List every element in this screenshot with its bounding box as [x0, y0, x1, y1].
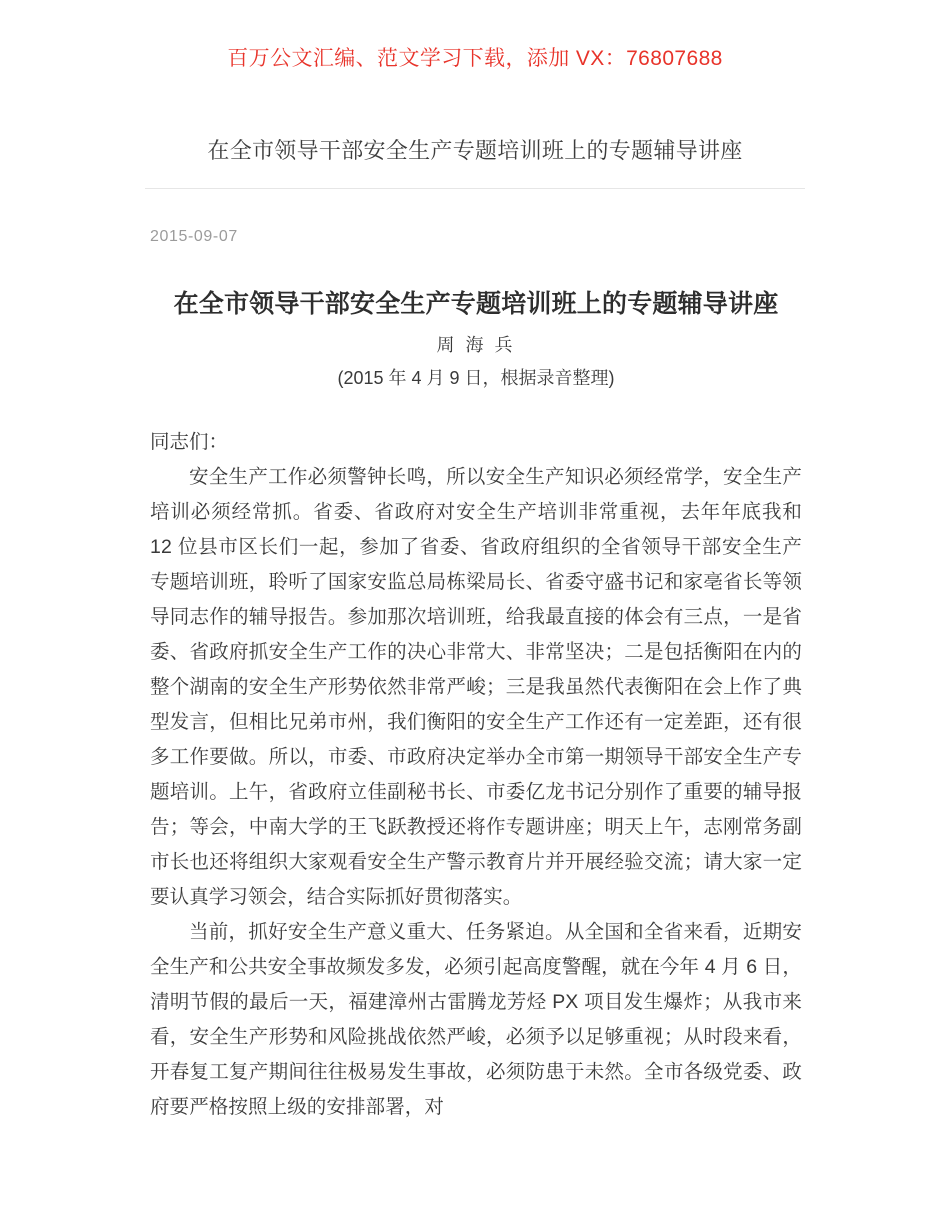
salutation: 同志们：	[150, 431, 229, 453]
article-title: 在全市领导干部安全生产专题培训班上的专题辅导讲座	[173, 290, 779, 318]
article-date: 2015-09-07	[150, 228, 238, 245]
promo-banner-text: 百万公文汇编、范文学习下载，添加 VX：76807688	[227, 47, 723, 70]
page-header	[150, 134, 800, 168]
body-paragraph: 当前，抓好安全生产意义重大、任务紧迫。从全国和全省来看，近期安全生产和公共安全事故频发多发，必须引起高度警醒，就在今年 4 月 6 日，清明节假的最后一天，福建漳州古雷腾龙芳烃 PX 项目发生爆炸；从我市来看，安全生产形势和风险挑战依然严峻，必须予以足够重视；从时段来看，开春复工复产期间往往极易发生事故，必须防患于未然。全市各级党委、政府要严格按照上级的安排部署，对	[150, 921, 802, 1118]
body-paragraph: 安全生产工作必须警钟长鸣，所以安全生产知识必须经常学，安全生产培训必须经常抓。省委、省政府对安全生产培训非常重视，去年年底我和 12 位县市区长们一起，参加了省委、省政府组织的全省领导干部安全生产专题培训班，聆听了国家安监总局栋梁局长、省委守盛书记和家亳省长等领导同志作的辅导报告。参加那次培训班，给我最直接的体会有三点，一是省委、省政府抓安全生产工作的决心非常大、非常坚决；二是包括衡阳在内的整个湖南的安全生产形势依然非常严峻；三是我虽然代表衡阳在会上作了典型发言，但相比兄弟市州，我们衡阳的安全生产工作还有一定差距，还有很多工作要做。所以，市委、市政府决定举办全市第一期领导干部安全生产专题培训。上午，省政府立佳副秘书长、市委亿龙书记分别作了重要的辅导报告；等会，中南大学的王飞跃教授还将作专题讲座；明天上午，志刚常务副市长也还将组织大家观看安全生产警示教育片并开展经验交流；请大家一定要认真学习领会，结合实际抓好贯彻落实。	[150, 466, 802, 908]
header-divider	[145, 188, 805, 189]
page-title: 在全市领导干部安全生产专题培训班上的专题辅导讲座	[207, 138, 743, 163]
article-container	[150, 226, 802, 1125]
article-body	[150, 425, 802, 1125]
article-subdate: (2015 年 4 月 9 日，根据录音整理)	[337, 368, 615, 388]
article-author: 周 海 兵	[436, 335, 516, 355]
